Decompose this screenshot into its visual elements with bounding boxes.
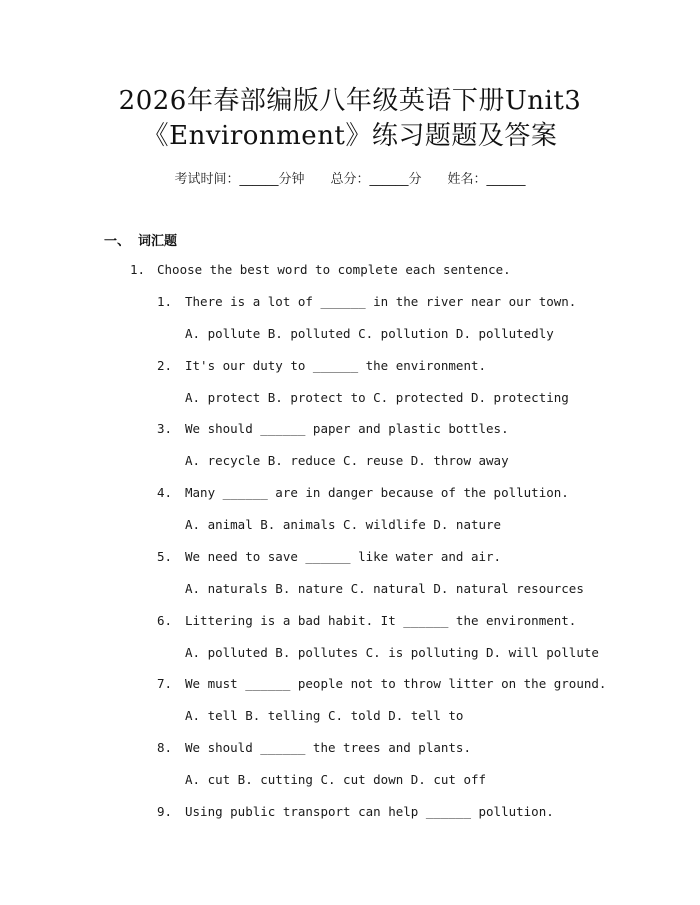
total-score-label: 总分：______分 bbox=[330, 172, 422, 187]
instruction-text: Choose the best word to complete each sentence. bbox=[157, 262, 511, 277]
question-text: We should ______ paper and plastic bottles. bbox=[185, 421, 509, 436]
question-text: Using public transport can help ______ pollution. bbox=[185, 804, 554, 819]
question-number: 4. bbox=[157, 485, 173, 500]
question-options: A. tell B. telling C. told D. tell to bbox=[185, 708, 464, 723]
question-options: A. polluted B. pollutes C. is polluting D. will pollute bbox=[185, 645, 599, 660]
instruction-number: 1. bbox=[130, 262, 146, 277]
question-number: 2. bbox=[157, 358, 173, 373]
exam-time-label: 考试时间：______分钟 bbox=[174, 172, 305, 187]
student-name-label: 姓名：______ bbox=[447, 172, 526, 187]
question-options: A. recycle B. reduce C. reuse D. throw away bbox=[185, 453, 509, 468]
exam-meta bbox=[0, 168, 700, 187]
question-number: 5. bbox=[157, 549, 173, 564]
question-options: A. animal B. animals C. wildlife D. nature bbox=[185, 517, 502, 532]
question-text: We must ______ people not to throw litter on the ground. bbox=[185, 676, 607, 691]
question-text: It's our duty to ______ the environment. bbox=[185, 358, 487, 373]
question-number: 6. bbox=[157, 613, 173, 628]
question-number: 9. bbox=[157, 804, 173, 819]
document-title-line2: 《Environment》练习题题及答案 bbox=[142, 121, 558, 151]
question-number: 3. bbox=[157, 421, 173, 436]
question-number: 7. bbox=[157, 676, 173, 691]
section-number: 一、 bbox=[104, 234, 131, 249]
document-title-line1: 2026年春部编版八年级英语下册Unit3 bbox=[118, 86, 582, 116]
question-text: There is a lot of ______ in the river near our town. bbox=[185, 294, 577, 309]
section-heading bbox=[104, 230, 177, 249]
question-number: 1. bbox=[157, 294, 173, 309]
question-options: A. protect B. protect to C. protected D. protecting bbox=[185, 390, 569, 405]
question-options: A. naturals B. nature C. natural D. natural resources bbox=[185, 581, 584, 596]
question-options: A. pollute B. polluted C. pollution D. pollutedly bbox=[185, 326, 554, 341]
question-text: Littering is a bad habit. It ______ the environment. bbox=[185, 613, 577, 628]
question-text: We should ______ the trees and plants. bbox=[185, 740, 471, 755]
question-options: A. cut B. cutting C. cut down D. cut off bbox=[185, 772, 487, 787]
question-number: 8. bbox=[157, 740, 173, 755]
question-text: Many ______ are in danger because of the pollution. bbox=[185, 485, 569, 500]
section-title: 词汇题 bbox=[138, 234, 178, 249]
question-text: We need to save ______ like water and air. bbox=[185, 549, 502, 564]
